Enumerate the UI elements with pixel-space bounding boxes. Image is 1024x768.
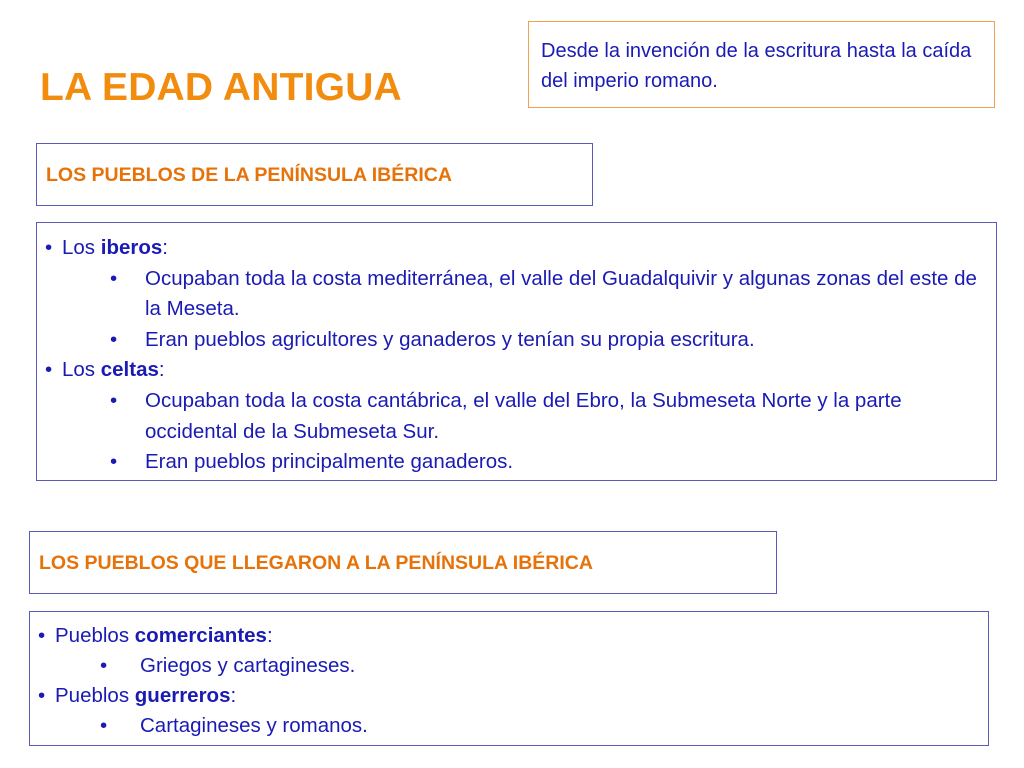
- group-suffix: :: [162, 236, 168, 259]
- date-range-note: Desde la invención de la escritura hasta la caída del imperio romano.: [528, 21, 995, 108]
- bullet-icon: •: [45, 358, 53, 382]
- group-comerciantes: [38, 621, 980, 681]
- group-prefix: Los: [62, 358, 101, 382]
- list-item-text: Cartagineses y romanos.: [140, 714, 368, 737]
- bullet-icon: •: [110, 327, 118, 351]
- list-item: [92, 386, 988, 447]
- group-prefix: Pueblos: [55, 684, 135, 707]
- list-item-text: Griegos y cartagineses.: [140, 654, 356, 677]
- list-item: [78, 651, 980, 681]
- bullet-icon: •: [38, 684, 46, 707]
- group-suffix: :: [266, 624, 273, 647]
- list-item-text: Ocupaban toda la costa mediterránea, el valle del Guadalquivir y algunas zonas del este de la Meseta.: [145, 266, 977, 321]
- native-peoples-list: [45, 233, 988, 478]
- list-item-text: Ocupaban toda la costa cantábrica, el valle del Ebro, la Submeseta Norte y la parte occidental de la Submeseta Sur.: [145, 388, 902, 443]
- section-heading-arriving-peoples: LOS PUEBLOS QUE LLEGARON A LA PENÍNSULA IBÉRICA: [29, 531, 777, 594]
- bullet-icon: •: [110, 266, 118, 290]
- bullet-icon: •: [100, 654, 108, 677]
- list-item: [92, 264, 988, 325]
- bullet-icon: •: [100, 714, 108, 737]
- list-item: [78, 711, 980, 741]
- arriving-peoples-content: [29, 611, 989, 746]
- group-prefix: Pueblos: [55, 624, 135, 647]
- page-title: LA EDAD ANTIGUA: [40, 66, 402, 109]
- group-term: iberos: [100, 236, 163, 259]
- group-suffix: :: [158, 358, 165, 382]
- group-suffix: :: [230, 684, 237, 707]
- group-term: comerciantes: [134, 624, 267, 647]
- list-item: [92, 447, 988, 478]
- group-prefix: Los: [62, 236, 101, 259]
- bullet-icon: •: [38, 624, 46, 647]
- group-term: celtas: [100, 358, 159, 382]
- group-guerreros: [38, 681, 980, 741]
- section-heading-native-peoples: LOS PUEBLOS DE LA PENÍNSULA IBÉRICA: [36, 143, 593, 206]
- list-item-text: Eran pueblos principalmente ganaderos.: [145, 450, 514, 474]
- list-item: [92, 325, 988, 356]
- arriving-peoples-list: [38, 621, 980, 741]
- list-item-text: Eran pueblos agricultores y ganaderos y tenían su propia escritura.: [145, 327, 755, 351]
- bullet-icon: •: [45, 236, 53, 259]
- group-celtas: [45, 355, 988, 477]
- native-peoples-content: [36, 222, 997, 481]
- bullet-icon: •: [110, 450, 118, 474]
- group-iberos: [45, 233, 988, 355]
- bullet-icon: •: [110, 388, 118, 412]
- group-term: guerreros: [134, 684, 231, 707]
